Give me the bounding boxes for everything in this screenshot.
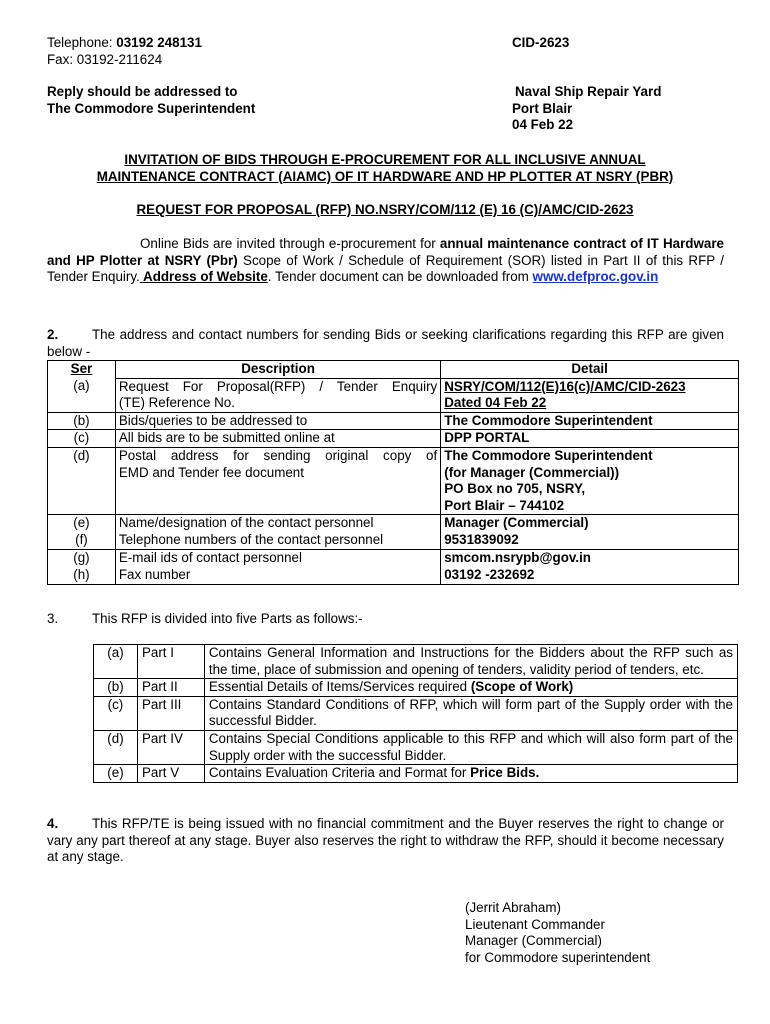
description-line: Name/designation of the contact personnel: [118, 515, 374, 531]
parts-row: [94, 645, 738, 679]
header-ser-text: Ser: [70, 361, 93, 376]
header-ser: [48, 361, 116, 379]
row-ser: [48, 567, 116, 584]
parts-table-body: [94, 645, 738, 783]
signatory-designation: Manager (Commercial): [465, 933, 602, 949]
reply-line-2: The Commodore Superintendent: [47, 100, 256, 116]
row-ser: [48, 532, 116, 549]
row-detail: [441, 515, 739, 532]
row-ser: [48, 515, 116, 532]
rfp-number: REQUEST FOR PROPOSAL (RFP) NO.NSRY/COM/112 (E) 16 (C)/AMC/CID-2623: [136, 202, 634, 217]
intro-text-1: Online Bids are invited through e-procurement for: [140, 236, 440, 251]
detail-line: Port Blair – 744102: [444, 497, 565, 513]
intro-paragraph: [47, 236, 724, 286]
telephone-label: Telephone:: [47, 35, 113, 50]
reply-address: [47, 84, 255, 117]
row-ser-text: (g): [73, 549, 90, 565]
description-line: Fax number: [118, 567, 191, 583]
description-line: Telephone numbers of the contact personnel: [118, 531, 384, 547]
parts-description-text: Contains Standard Conditions of RFP, which will form part of the Supply order with the successful Bidder.: [208, 696, 733, 729]
telephone-line: [47, 35, 727, 52]
parts-description-bold: Price Bids.: [470, 765, 540, 781]
parts-ser: (b): [94, 679, 138, 697]
row-description: [115, 515, 440, 532]
row-ser: [48, 549, 116, 567]
signatory-rank: Lieutenant Commander: [465, 916, 605, 932]
website-label: Address of Website: [139, 269, 268, 285]
cid-number: CID-2623: [512, 35, 570, 50]
parts-description: [204, 645, 737, 679]
row-ser-text: (e): [73, 515, 90, 531]
detail-line: (for Manager (Commercial)): [444, 464, 620, 480]
parts-description-text: Contains Evaluation Criteria and Format for: [208, 765, 471, 781]
row-description: [115, 430, 440, 448]
intro-bold-text: annual maintenance contract of IT Hardware and HP Plotter at NSRY (Pbr): [47, 236, 725, 268]
row-ser-text: (h): [73, 567, 90, 583]
parts-description: [204, 730, 737, 764]
detail-line: smcom.nsrypb@gov.in: [444, 549, 591, 565]
row-ser-text: (b): [73, 412, 90, 428]
row-detail: [441, 412, 739, 430]
para-4-number: 4.: [47, 816, 59, 831]
table-row: [48, 378, 739, 412]
row-ser: [48, 447, 116, 514]
row-description: [115, 412, 440, 430]
parts-description-text: Essential Details of Items/Services required: [208, 679, 471, 695]
row-detail: [441, 532, 739, 549]
parts-ser: (d): [94, 730, 138, 764]
description-line: E-mail ids of contact personnel: [118, 549, 302, 565]
para-4: [47, 816, 724, 866]
detail-line: Dated 04 Feb 22: [444, 395, 547, 411]
parts-row: [94, 765, 738, 783]
signature-block: [465, 900, 650, 966]
table-header-row: [48, 361, 739, 379]
row-description: [115, 567, 440, 584]
row-ser-text: (d): [73, 447, 90, 463]
reply-line-1: Reply should be addressed to: [47, 84, 238, 99]
intro-text-2: Scope of Work / Schedule of Requirement (SOR) listed in Part II of this RFP / Tender Enquiry.: [47, 252, 724, 285]
parts-ser: (a): [94, 645, 138, 679]
parts-description-bold: (Scope of Work): [470, 679, 574, 695]
row-ser-text: (c): [73, 430, 90, 446]
table-row: [48, 412, 739, 430]
table-row: [48, 549, 739, 567]
defproc-website-link[interactable]: www.defproc.gov.in: [532, 269, 659, 285]
parts-name: Part III: [137, 696, 204, 730]
row-detail: [441, 430, 739, 448]
parts-name: Part IV: [137, 730, 204, 764]
para-3-number: 3.: [47, 611, 59, 626]
header-description: Description: [115, 361, 440, 379]
signatory-name: (Jerrit Abraham): [465, 900, 561, 915]
parts-name: Part II: [137, 679, 204, 697]
fax-line: Fax: 03192-211624: [47, 51, 163, 67]
row-description: [115, 532, 440, 549]
description-line: Request For Proposal(RFP) / Tender Enquiry: [118, 378, 438, 394]
parts-ser: (e): [94, 765, 138, 783]
para-2: [47, 327, 724, 360]
row-ser: [48, 430, 116, 448]
description-line: All bids are to be submitted online at: [118, 430, 335, 446]
org-line-1: Naval Ship Repair Yard: [515, 84, 662, 99]
parts-table: [93, 644, 738, 783]
description-line: Bids/queries to be addressed to: [118, 412, 308, 428]
parts-row: [94, 730, 738, 764]
contact-table-body: [48, 378, 739, 584]
para-3: [47, 611, 363, 628]
para-2-text: The address and contact numbers for sending Bids or seeking clarifications regarding this RFP are given below -: [47, 327, 724, 359]
row-description: [115, 447, 440, 514]
letter-date: 04 Feb 22: [512, 117, 574, 133]
title-line-2: MAINTENANCE CONTRACT (AIAMC) OF IT HARDWARE AND HP PLOTTER AT NSRY (PBR): [96, 168, 674, 184]
detail-line: Manager (Commercial): [444, 515, 589, 531]
description-line: EMD and Tender fee document: [118, 464, 304, 480]
organisation-address: [512, 84, 661, 134]
detail-line: The Commodore Superintendent: [444, 447, 653, 463]
parts-description-text: Contains General Information and Instructions for the Bidders about the RFP such as the time, place of submission and opening of tenders, validity period of tenders, etc.: [208, 645, 733, 677]
table-row: [48, 515, 739, 532]
header-detail: Detail: [441, 361, 739, 379]
detail-line: 9531839092: [444, 531, 519, 547]
parts-ser: (c): [94, 696, 138, 730]
description-line: Postal address for sending original copy of: [118, 447, 438, 463]
table-row: [48, 567, 739, 584]
row-ser: [48, 412, 116, 430]
letter-header: [47, 35, 727, 68]
row-description: [115, 378, 440, 412]
parts-row: [94, 696, 738, 730]
row-ser: [48, 378, 116, 412]
intro-text-3: . Tender document can be downloaded from: [267, 269, 533, 285]
document-title: [40, 152, 730, 185]
detail-line: The Commodore Superintendent: [444, 412, 653, 428]
row-ser-text: (f): [75, 531, 88, 547]
table-row: [48, 430, 739, 448]
row-detail: [441, 378, 739, 412]
detail-line: 03192 -232692: [444, 567, 535, 583]
row-detail: [441, 567, 739, 584]
parts-description-text: Contains Special Conditions applicable to this RFP and which will also form part of the Supply order with the successful Bidder.: [208, 730, 733, 763]
row-description: [115, 549, 440, 567]
detail-line: PO Box no 705, NSRY,: [444, 481, 586, 497]
description-line: (TE) Reference No.: [118, 395, 235, 411]
contact-table: [47, 360, 739, 585]
row-detail: [441, 549, 739, 567]
para-3-text: This RFP is divided into five Parts as follows:-: [92, 611, 363, 626]
detail-line: DPP PORTAL: [444, 430, 530, 446]
table-row: [48, 532, 739, 549]
para-4-text: This RFP/TE is being issued with no financial commitment and the Buyer reserves the right to change or vary any part thereof at any stage. Buyer also reserves the right to withdraw the RFP, should it become necessary at any stage.: [47, 816, 724, 865]
title-line-1: INVITATION OF BIDS THROUGH E-PROCUREMENT FOR ALL INCLUSIVE ANNUAL: [124, 152, 646, 167]
org-line-2: Port Blair: [512, 100, 573, 116]
table-row: [48, 447, 739, 514]
telephone-number: 03192 248131: [116, 35, 202, 50]
parts-description: [204, 765, 737, 783]
row-detail: [441, 447, 739, 514]
para-2-number: 2.: [47, 327, 59, 342]
parts-description: [204, 679, 737, 697]
parts-name: Part V: [137, 765, 204, 783]
parts-name: Part I: [137, 645, 204, 679]
parts-description: [204, 696, 737, 730]
signatory-for: for Commodore superintendent: [465, 949, 651, 965]
parts-row: [94, 679, 738, 697]
detail-line: NSRY/COM/112(E)16(c)/AMC/CID-2623: [444, 378, 686, 394]
row-ser-text: (a): [73, 378, 90, 394]
